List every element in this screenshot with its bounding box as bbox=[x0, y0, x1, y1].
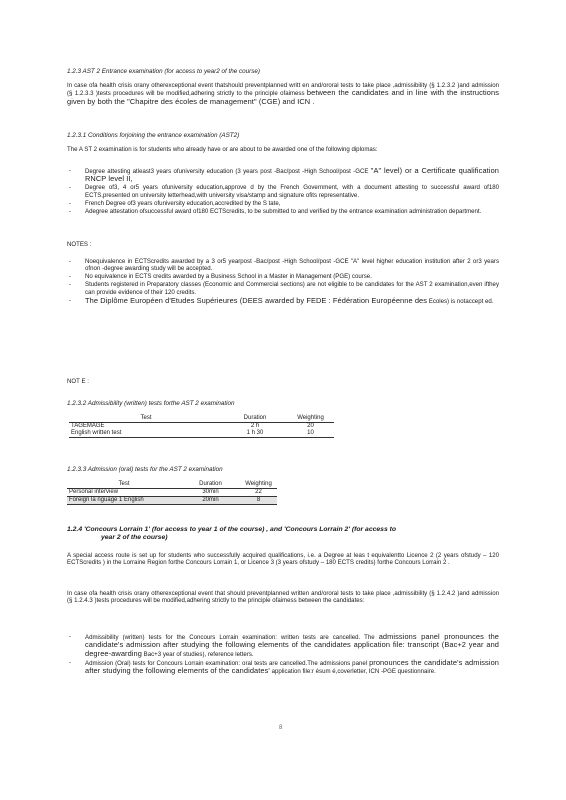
section-1-2-4-paragraph-1: A special access route is set up for students who successfully acquired qualifications, i.e. a Degree at leas t equivalentto Licence 2 (2 years ofstudy – 120 ECTScredits ) in the Lorraine Region forthe Concours Lorrain 1, or Licence 3 (3 years ofstudy – 180 ECTS credits) forthe Concours Lorrain 2 . bbox=[67, 552, 499, 567]
section-1-2-3-2-heading: 1.2.3.2 Admissibility (written) tests forthe AST 2 examination bbox=[67, 400, 235, 407]
diploma-item: - Degree of3, 4 or5 years ofuniversity education,approve d by the French Government, with a document attesting to successful award of180 ECTS,presented on university letterhead,with university visa/stamp and signature ofits representative. bbox=[67, 184, 499, 199]
table-header-row: Test Duration Weighting bbox=[67, 481, 277, 488]
note-e-label: NOT E : bbox=[67, 378, 89, 385]
note-item: - Noequivalence in ECTScredits awarded by a 3 or5 yearpost -Bac/post -High School/post -GCE "A" level higher education institution after 2 or3 years ofnon -degree awarding study will be accepted. bbox=[67, 258, 499, 273]
diploma-item: - Degree attesting atleast3 years ofuniversity education (3 years post -Bac/post -High School/post -GCE "A" level) or a Certificate qualification RNCP level II, bbox=[67, 167, 499, 184]
section-1-2-4-paragraph-2: In case ofa health crisis orany otherexceptional event that should preventplanned written and/ororal tests to take place ,admissibility (§ 1.2.4.2 )and admission (§ 1.2.4.3 )tests procedures will be modified,adhering strictly to the principle ofaimess between the candidates: bbox=[67, 590, 499, 605]
diploma-item: - French Degree of3 years ofuniversity education,accredited by the S tate, bbox=[67, 200, 499, 207]
diploma-list bbox=[67, 167, 499, 216]
section-1-2-3-1-heading: 1.2.3.1 Conditions forjoining the entrance examination (AST2) bbox=[67, 132, 240, 139]
section-1-2-3-1-intro: The A ST 2 examination is for students who already have or are about to be awarded one of the following diplomas: bbox=[67, 146, 378, 153]
lorrain-tests-list bbox=[67, 633, 499, 676]
table-row: Foreign la nguage 1 English 20min 8 bbox=[67, 496, 277, 504]
lorrain-test-item: - Admissibility (written) tests for the Concours Lorrain examination: written tests are cancelled. The admissions panel pronounces the candidate's admission after studying the following elements of the candidates application file: transcript (Bac+2 year and degree-awarding Bac+3 year of studies), reference letters. bbox=[67, 633, 499, 658]
notes-label: NOTES : bbox=[67, 241, 92, 248]
note-item: - The Diplôme Européen d'Etudes Supérieures (DEES awarded by FEDE : Fédération Européenne des Ecoles) is notaccept ed. bbox=[67, 297, 499, 305]
table-header-row: Test Duration Weighting bbox=[69, 415, 334, 422]
section-1-2-3-3-heading: 1.2.3.3 Admission (oral) tests for the AST 2 examination bbox=[67, 466, 223, 473]
admission-table bbox=[67, 481, 277, 505]
notes-list bbox=[67, 258, 499, 306]
diploma-item: - Adegree attestation ofsuccessful award of180 ECTScredits, to be submitted to and verified by the entrance examination administration department. bbox=[67, 208, 499, 215]
section-1-2-3-heading: 1.2.3 AST 2 Entrance examination (for access to year2 of the course) bbox=[67, 68, 260, 75]
note-item: - Students registered in Preparatory classes (Economic and Commercial sections) are not eligible to be candidates for the AST 2 examination,even ifthey can provide evidence of their 120 credits. bbox=[67, 281, 499, 296]
table-row: TAGEMAGE 2 h 20 bbox=[71, 422, 314, 429]
note-item: - No equivalence in ECTS credits awarded by a Business School in a Master in Management (PGE) course. bbox=[67, 273, 499, 280]
table-row: English written test 1 h 30 10 bbox=[69, 430, 334, 437]
lorrain-test-item: - Admission (Oral) tests for Concours Lorrain examination: oral tests are cancelled.The admissions panel pronounces the candidate's admission after studying the following elements of the candidates' application file:r ésum é,coverletter, ICN -PGE questionnaire. bbox=[67, 659, 499, 676]
section-1-2-4-heading: 1.2.4 'Concours Lorrain 1' (for access to year 1 of the course) , and 'Concours Lorrain 2' (for access to year 2 of the course) bbox=[67, 526, 397, 541]
admissibility-table bbox=[69, 415, 334, 438]
page-number: 8 bbox=[279, 725, 283, 731]
section-1-2-3-paragraph: In case ofa health crisis orany otherexceptional event thatshould preventplanned writt en and/ororal tests to take place ,admissibility (§ 1.2.3.2 )and admission (§ 1.2.3.3 )tests procedures will be modified,adhering strictly to the principle ofaimess between the candidates and in line with the instructions given by both the "Chapitre des écoles de management" (CGE) and ICN . bbox=[67, 82, 500, 106]
table-row: Personal interview 30min 22 bbox=[67, 488, 277, 496]
